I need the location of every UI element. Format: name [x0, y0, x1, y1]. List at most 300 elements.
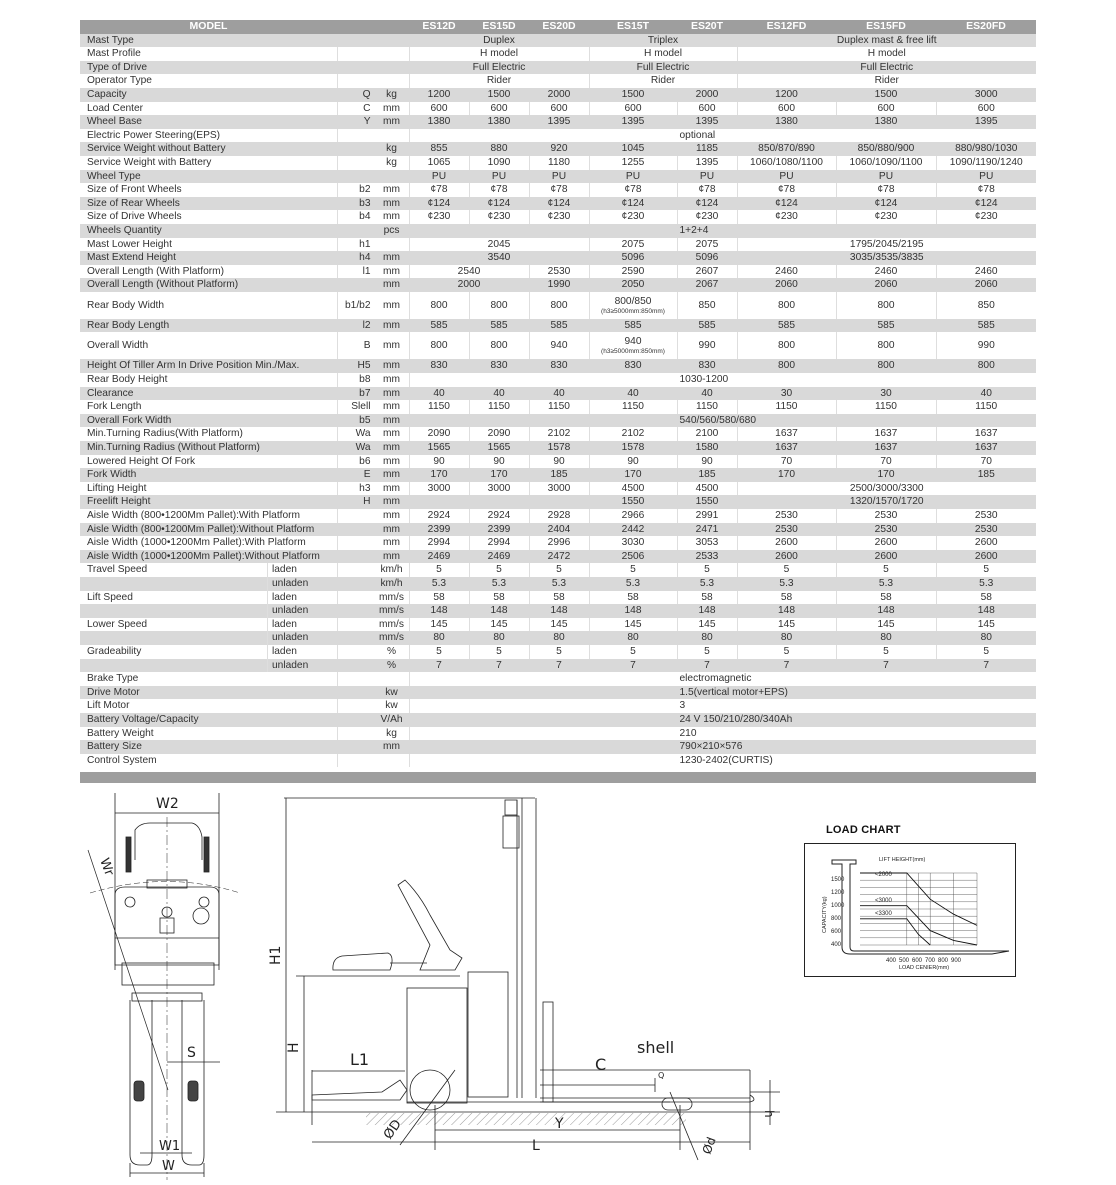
x-tick-label: 400	[886, 958, 897, 964]
spec-value: 2600	[936, 536, 1036, 550]
od-label: ØD	[380, 1117, 405, 1143]
spec-unit-cell	[337, 61, 409, 75]
s-label: S	[187, 1045, 196, 1061]
spec-unit-cell	[337, 686, 409, 700]
spec-label: Type of Drive	[80, 61, 337, 75]
spec-row	[80, 441, 1036, 455]
spec-value: 7	[836, 659, 936, 673]
spec-value: 800	[836, 332, 936, 359]
spec-value: 600	[737, 102, 836, 116]
spec-value: 2607	[677, 265, 737, 279]
spec-value: PU	[737, 170, 836, 184]
spec-unit-cell	[337, 278, 409, 292]
spec-value: 585	[589, 319, 677, 333]
spec-value: 2460	[936, 265, 1036, 279]
spec-row	[80, 591, 1036, 605]
spec-value: 2090	[469, 427, 529, 441]
spec-value: 40	[677, 387, 737, 401]
spec-value: Full Electric	[409, 61, 589, 75]
spec-value: 830	[469, 359, 529, 373]
spec-row	[80, 197, 1036, 211]
spec-unit-cell	[337, 74, 409, 88]
spec-symbol: E	[363, 469, 371, 481]
spec-symbol: H5	[357, 360, 371, 372]
spec-row	[80, 251, 1036, 265]
spec-value: 800	[936, 359, 1036, 373]
spec-value: 585	[677, 319, 737, 333]
spec-value: 58	[529, 591, 589, 605]
spec-sublabel: unladen	[267, 577, 337, 591]
spec-symbol: h3	[359, 482, 371, 494]
spec-row	[80, 265, 1036, 279]
spec-value: ¢124	[737, 197, 836, 211]
spec-value: 30	[737, 387, 836, 401]
spec-value: 58	[936, 591, 1036, 605]
spec-value: 2600	[836, 536, 936, 550]
model-col: ES20D	[529, 20, 589, 34]
spec-value: 2000	[677, 88, 737, 102]
spec-value: 80	[589, 631, 677, 645]
spec-row	[80, 577, 1036, 591]
spec-value: 2966	[589, 509, 677, 523]
spec-label-text	[80, 631, 267, 645]
spec-value: 2060	[936, 278, 1036, 292]
spec-unit	[377, 238, 409, 252]
spec-unit: V/Ah	[380, 713, 403, 725]
spec-value: 1637	[936, 427, 1036, 441]
spec-value: 600	[936, 102, 1036, 116]
spec-value: Full Electric	[737, 61, 1036, 75]
spec-value: 1550	[677, 495, 737, 509]
spec-row	[80, 115, 1036, 129]
spec-label	[80, 591, 337, 605]
spec-value: 2460	[836, 265, 936, 279]
spec-row	[80, 238, 1036, 252]
spec-value: 3000	[529, 482, 589, 496]
spec-value-text: electromagnetic	[679, 673, 752, 685]
spec-value-text: 24 V 150/210/280/340Ah	[679, 713, 793, 725]
w1-label: W1	[159, 1139, 181, 1154]
spec-value-text: 540/560/580/680	[679, 414, 756, 426]
spec-unit-cell	[337, 631, 409, 645]
spec-row	[80, 509, 1036, 523]
l1-label: L1	[350, 1050, 370, 1069]
spec-sublabel: laden	[267, 563, 337, 577]
spec-value	[409, 740, 1036, 754]
spec-value: 5	[677, 645, 737, 659]
spec-value: 1090	[469, 156, 529, 170]
spec-label: Lifting Height	[80, 482, 337, 496]
spec-symbol: Wa	[355, 428, 371, 440]
spec-row	[80, 740, 1036, 754]
spec-symbol: B	[363, 340, 371, 352]
y-label: Y	[555, 1116, 564, 1132]
spec-value: 2530	[737, 509, 836, 523]
c-label: C	[595, 1055, 607, 1074]
spec-value: 2090	[409, 427, 469, 441]
spec-row	[80, 631, 1036, 645]
spec-value: 145	[469, 618, 529, 632]
spec-value	[409, 672, 1036, 686]
spec-value-text: optional	[679, 129, 716, 141]
spec-unit-cell	[337, 550, 409, 564]
x-tick-label: 700	[925, 958, 936, 964]
spec-value: 5.3	[677, 577, 737, 591]
spec-value: 1795/2045/2195	[737, 238, 1036, 252]
spec-label: Freelift Height	[80, 495, 337, 509]
spec-value: 2460	[737, 265, 836, 279]
spec-unit-cell	[337, 713, 409, 727]
q-label: Q	[658, 1071, 665, 1080]
unit-header	[337, 20, 409, 34]
spec-sublabel: laden	[267, 591, 337, 605]
spec-value: 5	[936, 645, 1036, 659]
spec-unit-cell	[337, 523, 409, 537]
spec-label: Lowered Height Of Fork	[80, 455, 337, 469]
spec-value: 2924	[469, 509, 529, 523]
spec-row	[80, 713, 1036, 727]
spec-unit-cell	[337, 740, 409, 754]
curve-label: <2000	[875, 872, 892, 878]
spec-row	[80, 495, 1036, 509]
spec-value-text: 3	[679, 700, 686, 712]
spec-unit-cell	[337, 604, 409, 618]
spec-unit-cell	[337, 47, 409, 61]
model-col: ES12FD	[737, 20, 836, 34]
spec-value: 850	[936, 292, 1036, 319]
spec-label	[80, 659, 337, 673]
spec-value: 2045	[409, 238, 589, 252]
spec-value: 1380	[409, 115, 469, 129]
spec-value: 5	[469, 563, 529, 577]
spec-unit-cell	[337, 332, 409, 359]
spec-value: 2404	[529, 523, 589, 537]
spec-value: 7	[737, 659, 836, 673]
spec-value: 880	[469, 142, 529, 156]
spec-value: 2102	[589, 427, 677, 441]
spec-unit: mm	[383, 401, 400, 413]
spec-value: 185	[529, 468, 589, 482]
spec-value: 58	[469, 591, 529, 605]
spec-value: PU	[469, 170, 529, 184]
spec-value: 7	[529, 659, 589, 673]
spec-unit-cell	[337, 699, 409, 713]
spec-value: 7	[677, 659, 737, 673]
spec-unit-cell	[337, 400, 409, 414]
spec-value: 5.3	[737, 577, 836, 591]
spec-unit: mm	[383, 523, 400, 535]
spec-symbol: b1/b2	[345, 299, 371, 311]
spec-value: 830	[529, 359, 589, 373]
spec-value: 145	[737, 618, 836, 632]
spec-value: 880/980/1030	[936, 142, 1036, 156]
curve-label: <3000	[875, 898, 892, 904]
spec-row	[80, 523, 1036, 537]
spec-sublabel: unladen	[267, 604, 337, 618]
spec-value: 3030	[589, 536, 677, 550]
spec-label: Mast Type	[80, 34, 337, 48]
spec-row	[80, 278, 1036, 292]
spec-unit: mm	[383, 550, 400, 562]
spec-label: Service Weight with Battery	[80, 156, 337, 170]
spec-value: 1395	[589, 115, 677, 129]
spec-value: 830	[409, 359, 469, 373]
spec-unit-cell	[337, 509, 409, 523]
spec-unit: mm	[383, 741, 400, 753]
spec-label: Electric Power Steering(EPS)	[80, 129, 337, 143]
spec-value: 2075	[589, 238, 677, 252]
spec-value: 80	[737, 631, 836, 645]
spec-value: 1580	[677, 441, 737, 455]
spec-value: 5096	[677, 251, 737, 265]
spec-value: ¢78	[936, 183, 1036, 197]
spec-value: ¢78	[409, 183, 469, 197]
y-tick-label: 600	[831, 929, 842, 935]
spec-value: 800	[737, 332, 836, 359]
spec-row	[80, 686, 1036, 700]
spec-unit: km/h	[380, 577, 403, 589]
spec-label: Clearance	[80, 387, 337, 401]
spec-unit: mm	[383, 319, 400, 331]
spec-value: 585	[469, 319, 529, 333]
spec-unit-cell	[337, 563, 409, 577]
spec-value: 2600	[737, 536, 836, 550]
spec-value: 7	[469, 659, 529, 673]
y-tick-label: 800	[831, 916, 842, 922]
spec-value: 7	[589, 659, 677, 673]
spec-unit-cell	[337, 238, 409, 252]
spec-value: 990	[936, 332, 1036, 359]
spec-value: 2924	[409, 509, 469, 523]
spec-value: PU	[936, 170, 1036, 184]
spec-value: 40	[529, 387, 589, 401]
spec-unit-cell	[337, 142, 409, 156]
spec-unit-cell	[337, 754, 409, 768]
spec-value: 58	[677, 591, 737, 605]
spec-unit: mm/s	[379, 618, 404, 630]
spec-row	[80, 563, 1036, 577]
spec-value: 1578	[529, 441, 589, 455]
spec-unit: mm	[383, 442, 400, 454]
spec-value: ¢124	[529, 197, 589, 211]
spec-label-text: Lower Speed	[87, 618, 148, 630]
spec-symbol: Wa	[355, 442, 371, 454]
spec-unit: %	[386, 659, 397, 671]
spec-unit-cell	[337, 387, 409, 401]
spec-value: 5	[589, 563, 677, 577]
spec-value: 2600	[936, 550, 1036, 564]
spec-value: 2000	[409, 278, 529, 292]
spec-value: 80	[677, 631, 737, 645]
spec-value	[589, 332, 677, 359]
spec-unit: mm	[383, 510, 400, 521]
spec-unit: mm	[383, 197, 400, 209]
spec-value: 2533	[677, 550, 737, 564]
spec-label: Brake Type	[80, 672, 337, 686]
spec-value	[529, 495, 589, 509]
spec-value: 1637	[836, 441, 936, 455]
spec-unit-cell	[337, 591, 409, 605]
spec-value	[409, 414, 1036, 428]
spec-label: Aisle Width (1000•1200Mm Pallet):With Platform	[80, 536, 337, 550]
spec-unit: kg	[386, 727, 397, 739]
y-tick-label: 1500	[831, 877, 845, 883]
spec-symbol: h1	[359, 238, 371, 250]
spec-value: ¢78	[469, 183, 529, 197]
spec-unit-cell	[337, 577, 409, 591]
spec-value: 585	[409, 319, 469, 333]
spec-symbol: Slell	[351, 401, 371, 413]
spec-label-text: Lift Speed	[87, 591, 133, 603]
spec-value: 2469	[469, 550, 529, 564]
spec-value: ¢78	[589, 183, 677, 197]
spec-value: 2600	[737, 550, 836, 564]
spec-value: 1637	[737, 427, 836, 441]
model-col: ES20T	[677, 20, 737, 34]
spec-row	[80, 536, 1036, 550]
spec-value: 2100	[677, 427, 737, 441]
spec-unit: mm	[383, 414, 400, 426]
spec-unit: mm	[383, 102, 400, 114]
spec-row	[80, 659, 1036, 673]
spec-unit-cell	[337, 183, 409, 197]
spec-value: 148	[589, 604, 677, 618]
spec-value: 990	[677, 332, 737, 359]
y-tick-label: 400	[831, 942, 842, 948]
spec-value: 145	[589, 618, 677, 632]
spec-value: 2994	[469, 536, 529, 550]
spec-value: 800	[469, 292, 529, 319]
spec-value: 1045	[589, 142, 677, 156]
spec-value: 1500	[836, 88, 936, 102]
spec-value: 1150	[677, 400, 737, 414]
spec-value: 1500	[469, 88, 529, 102]
spec-value: 600	[469, 102, 529, 116]
spec-value: 800	[409, 292, 469, 319]
spec-row	[80, 618, 1036, 632]
spec-unit-cell	[337, 265, 409, 279]
spec-unit: mm	[383, 387, 400, 399]
spec-value: 1637	[836, 427, 936, 441]
spec-label: Rear Body Height	[80, 373, 337, 387]
spec-value: Rider	[737, 74, 1036, 88]
spec-value: 1150	[529, 400, 589, 414]
spec-symbol: H	[363, 496, 371, 508]
spec-label: Load Center	[80, 102, 337, 116]
spec-value-note: (h3≥5000mm:850mm)	[601, 307, 665, 315]
spec-symbol: b4	[359, 211, 371, 223]
spec-value: 2067	[677, 278, 737, 292]
spec-value: 1185	[677, 142, 737, 156]
spec-value: 800	[836, 292, 936, 319]
spec-value: 2994	[409, 536, 469, 550]
spec-label: Height Of Tiller Arm In Drive Position Min./Max.	[80, 359, 337, 373]
spec-row	[80, 414, 1036, 428]
spec-value: 3035/3535/3835	[737, 251, 1036, 265]
spec-value: 5.3	[836, 577, 936, 591]
spec-value: 170	[589, 468, 677, 482]
spec-value: 148	[469, 604, 529, 618]
spec-value: 80	[469, 631, 529, 645]
spec-value: 1150	[469, 400, 529, 414]
spec-value-text: 210	[679, 727, 697, 739]
spec-value: 4500	[589, 482, 677, 496]
spec-value: 2928	[529, 509, 589, 523]
spec-label: Drive Motor	[80, 686, 337, 700]
spec-value: 90	[469, 455, 529, 469]
spec-value: 3053	[677, 536, 737, 550]
spec-value: 600	[836, 102, 936, 116]
spec-label-text	[80, 659, 267, 673]
spec-unit-cell	[337, 170, 409, 184]
od-small-label: Ød	[699, 1135, 719, 1157]
spec-sublabel: laden	[267, 645, 337, 659]
spec-value: 800	[469, 332, 529, 359]
spec-label-text	[80, 604, 267, 618]
spec-value: 40	[469, 387, 529, 401]
y-tick-label: 1200	[831, 890, 845, 896]
spec-value: 145	[936, 618, 1036, 632]
spec-unit: kg	[386, 143, 397, 155]
spec-unit: kw	[385, 686, 398, 698]
spec-value: ¢230	[469, 210, 529, 224]
spec-label	[80, 618, 337, 632]
spec-value: 1150	[737, 400, 836, 414]
spec-unit-cell	[337, 102, 409, 116]
spec-value: 920	[529, 142, 589, 156]
spec-value-text: 790×210×576	[679, 741, 743, 753]
spec-value: 148	[737, 604, 836, 618]
spec-value: 600	[529, 102, 589, 116]
spec-value-text: 1230-2402(CURTIS)	[679, 754, 773, 766]
spec-value: 5.3	[529, 577, 589, 591]
spec-label	[80, 645, 337, 659]
h-label: H	[286, 1042, 302, 1053]
spec-value: 1200	[737, 88, 836, 102]
model-col: ES15T	[589, 20, 677, 34]
spec-value: 2530	[836, 523, 936, 537]
spec-value: 830	[589, 359, 677, 373]
spec-row	[80, 183, 1036, 197]
spec-row	[80, 292, 1036, 319]
spec-row	[80, 332, 1036, 359]
spec-row	[80, 102, 1036, 116]
spec-value: 585	[737, 319, 836, 333]
spec-value: ¢124	[836, 197, 936, 211]
spec-row	[80, 142, 1036, 156]
model-col: ES12D	[409, 20, 469, 34]
spec-value: 58	[409, 591, 469, 605]
spec-value: 1637	[936, 441, 1036, 455]
x-tick-label: 900	[951, 958, 962, 964]
shell-label: shell	[637, 1038, 675, 1057]
spec-value: 1395	[677, 156, 737, 170]
spec-value: 170	[469, 468, 529, 482]
spec-value	[469, 495, 529, 509]
spec-value: 40	[409, 387, 469, 401]
spec-value: 145	[836, 618, 936, 632]
spec-label-text: Gradeability	[87, 645, 142, 657]
spec-value: ¢78	[677, 183, 737, 197]
spec-symbol: b2	[359, 184, 371, 196]
spec-value: 850/880/900	[836, 142, 936, 156]
spec-value: 90	[529, 455, 589, 469]
spec-value: 2530	[836, 509, 936, 523]
spec-row	[80, 482, 1036, 496]
spec-value: 2060	[737, 278, 836, 292]
spec-value: 5	[409, 645, 469, 659]
spec-row	[80, 47, 1036, 61]
